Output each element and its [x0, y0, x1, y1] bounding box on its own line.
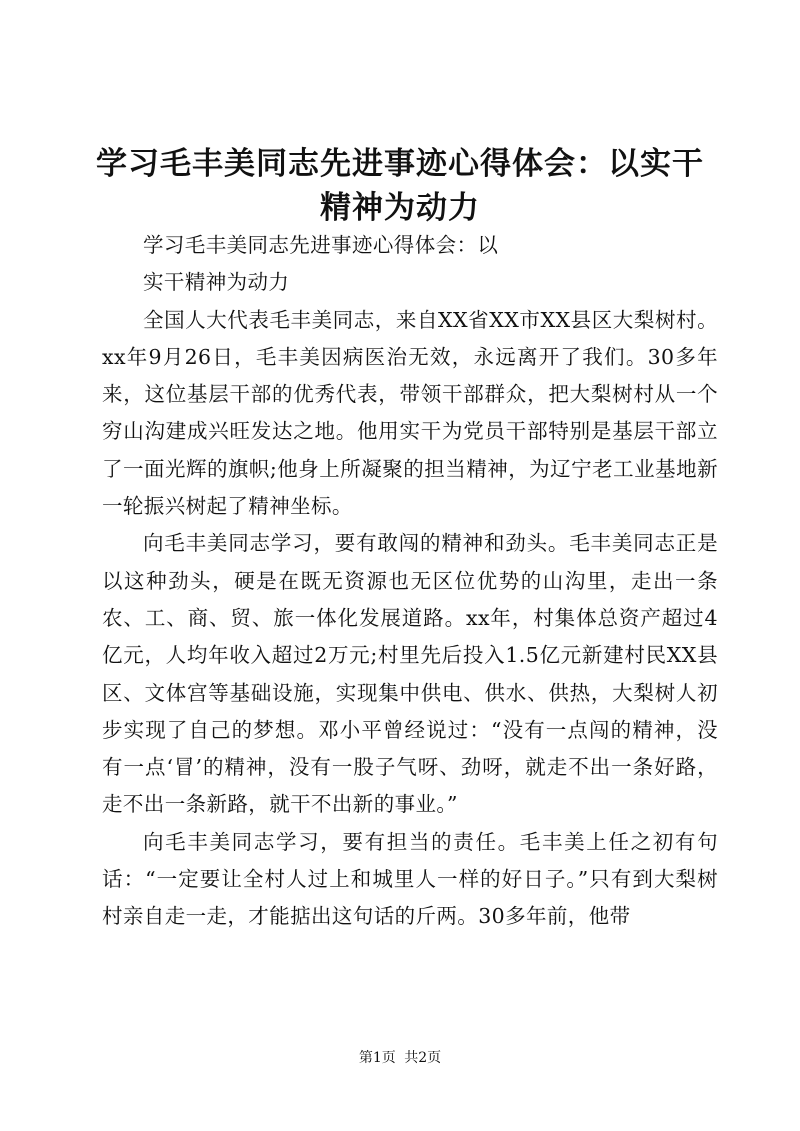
paragraph-courage: 向毛丰美同志学习，要有敢闯的精神和劲头。毛丰美同志正是以这种劲头，硬是在既无资源也无区位优势的山沟里，走出一条农、工、商、贸、旅一体化发展道路。xx年，村集体总资产超过4亿元，人均年收入超过2万元;村里先后投入1.5亿元新建村民XX县区、文体宫等基础设施，实现集中供电、供水、供热，大梨树人初步实现了自己的梦想。邓小平曾经说过：“没有一点闯的精神，没有一点‘冒’的精神，没有一股子气呀、劲呀，就走不出一条好路，走不出一条新路，就干不出新的事业。” — [102, 531, 718, 817]
document-body — [102, 227, 718, 936]
page-total: 共2页 — [404, 1050, 442, 1066]
page-footer — [0, 1048, 800, 1068]
paragraph-subtitle-line-2: 实干精神为动力 — [143, 270, 290, 295]
page-number: 第1页 — [358, 1050, 396, 1066]
paragraph-responsibility: 向毛丰美同志学习，要有担当的责任。毛丰美上任之初有句话：“一定要让全村人过上和城里人一样的好日子。”只有到大梨树村亲自走一走，才能掂出这句话的斤两。30多年前，他带 — [102, 829, 718, 929]
document-title: 学习毛丰美同志先进事迹心得体会：以实干精神为动力 — [96, 146, 704, 226]
paragraph-subtitle-line-1: 学习毛丰美同志先进事迹心得体会：以 — [143, 233, 499, 257]
paragraph-introduction: 全国人大代表毛丰美同志，来自XX省XX市XX县区大梨树村。xx年9月26日，毛丰美因病医治无效，永远离开了我们。30多年来，这位基层干部的优秀代表，带领干部群众，把大梨树村从一个穷山沟建成兴旺发达之地。他用实干为党员干部特别是基层干部立了一面光辉的旗帜;他身上所凝聚的担当精神，为辽宁老工业基地新一轮振兴树起了精神坐标。 — [102, 307, 718, 519]
